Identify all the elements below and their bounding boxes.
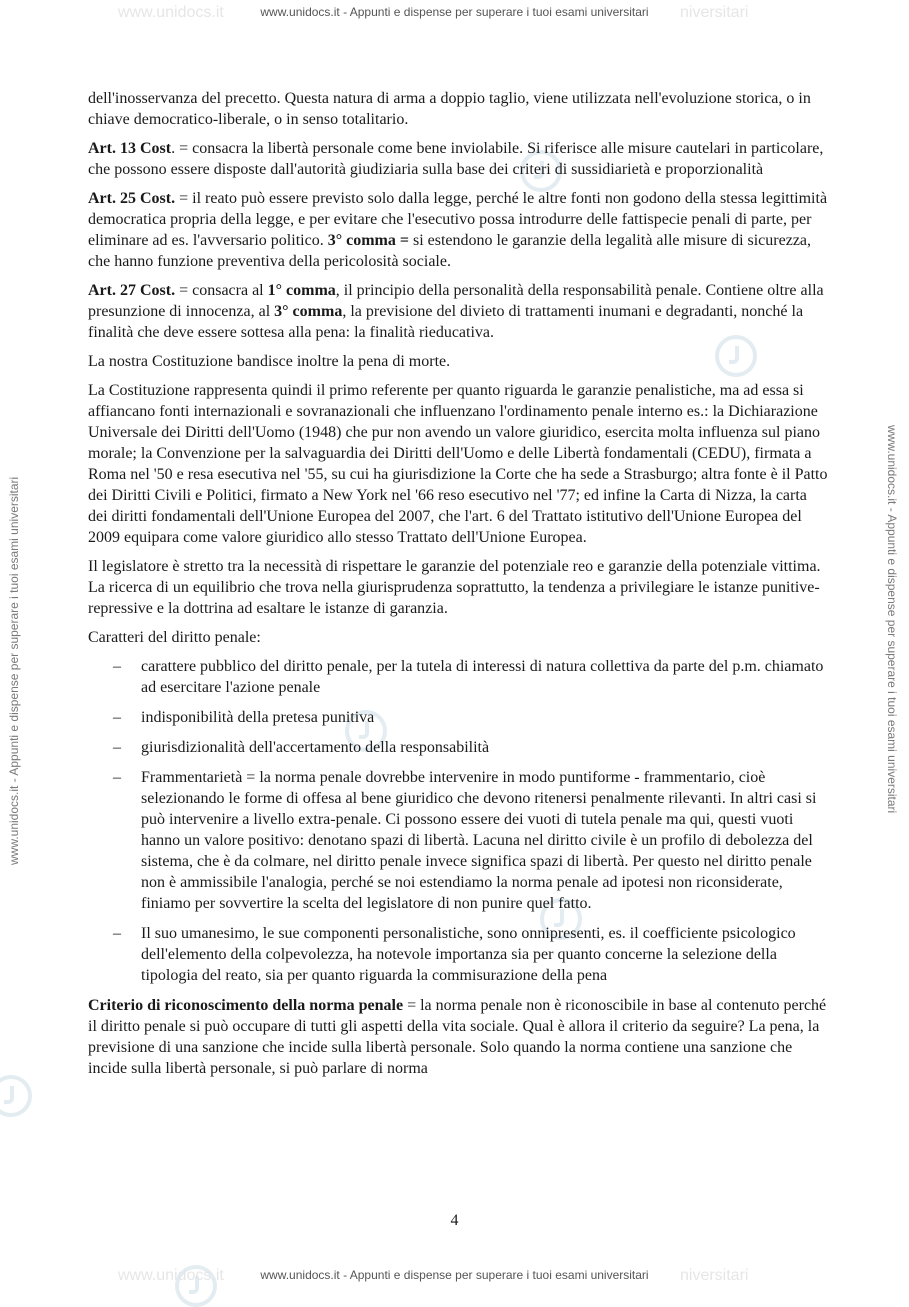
paragraph-art-27: Art. 27 Cost. = consacra al 1° comma, il principio della personalità della responsabilità penale. Contiene oltre alla presunzione di innocenza, al 3° comma, la previsione del divieto di trattamenti inumani e degradanti, nonché la finalità che deve essere sottesa alla pena: la finalità rieducativa. [88,282,824,341]
ghost-watermark: www.unidocs.it [118,4,224,21]
list-item: – Il suo umanesimo, le sue componenti personalistiche, sono onnipresenti, es. il coefficiente psicologico dell'elemento della colpevolezza, ha notevole importanza sia per quanto concerne la selezione della tipologia del reato, sia per quanto riguarda la commisurazione della pena [113,925,796,984]
dash-marker: – [113,658,121,675]
paragraph: Il legislatore è stretto tra la necessità di rispettare le garanzie del potenziale reo e garanzie della potenziale vittima. La ricerca di un equilibrio che trova nella giurisprudenza soprattutto, la tendenza a privilegiare le istanze punitive-repressive e la dottrina ad esaltare le istanze di garanzia. [88,558,821,617]
section-label: Criterio di riconoscimento della norma penale [88,997,404,1014]
characteristics-list [88,656,828,986]
paragraph: dell'inosservanza del precetto. Questa natura di arma a doppio taglio, viene utilizzata nell'evoluzione storica, o in chiave democratico-liberale, o in senso totalitario. [88,90,811,128]
header-watermark: www.unidocs.it - Appunti e dispense per superare i tuoi esami universitari [260,5,649,19]
paragraph-art-25: Art. 25 Cost. = il reato può essere previsto solo dalla legge, perché le altre fonti non godono della stessa legittimità democratica propria della legge, e per evitare che l'esecutivo possa introdurre delle fattispecie penali di parte, per eliminare ad es. l'avversario politico. 3° comma = si estendono le garanzie della legalità alle misure di sicurezza, che hanno funzione preventiva della pericolosità sociale. [88,190,828,270]
ghost-watermark: niversitari [680,4,749,21]
comma-label: 3° comma [274,303,343,320]
article-label: Art. 13 Cost [88,140,172,157]
side-watermark-left: www.unidocs.it - Appunti e dispense per superare i tuoi esami universitari [7,476,21,865]
paragraph-criterio: Criterio di riconoscimento della norma penale = la norma penale non è riconoscibile in base al contenuto perché il diritto penale si può occupare di tutti gli aspetti della vita sociale. Qual è allora il criterio da seguire? La pena, la previsione di una sanzione che incide sulla libertà personale. Solo quando la norma contiene una sanzione che incide sulla libertà personale, si può parlare di norma [88,997,827,1077]
comma-label: 1° comma [267,282,336,299]
list-intro: Caratteri del diritto penale: [88,629,261,646]
paragraph: La Costituzione rappresenta quindi il primo referente per quanto riguarda le garanzie penalistiche, ma ad essa si affiancano fonti internazionali e sovranazionali che influenzano l'ordinamento penale interno es.: la Dichiarazione Universale dei Diritti dell'Uomo (1948) che pur non avendo un valore giuridico, esercita molta influenza sul piano morale; la Convenzione per la salvaguardia dei Diritti dell'Uomo e delle Libertà fondamentali (CEDU), firmata a Roma nel '50 e resa esecutiva nel '55, su cui ha giurisdizione la Corte che ha sede a Strasburgo; altra fonte è il Patto dei Diritti Civili e Politici, firmato a New York nel '66 reso esecutivo nel '77; ed infine la Carta di Nizza, la carta dei diritti fondamentali dell'Unione Europea del 2007, che l'art. 6 del Trattato istitutivo dell'Unione Europea del 2009 equipara come valore giuridico allo stesso Trattato dell'Unione Europea. [88,382,828,546]
ghost-watermark: www.unidocs.it [118,1267,224,1284]
ghost-watermark: niversitari [680,1267,749,1284]
dash-marker: – [113,769,121,786]
paragraph-art-13: Art. 13 Cost. = consacra la libertà personale come bene inviolabile. Si riferisce alle misure cautelari in particolare, che possono essere disposte dall'autorità giudiziaria sulla base dei criteri di sussidiarietà e proporzionalità [88,140,824,178]
article-label: Art. 25 Cost. [88,190,176,207]
side-watermark-right: www.unidocs.it - Appunti e dispense per superare i tuoi esami universitari [885,425,899,814]
list-item: – indisponibilità della pretesa punitiva [113,709,375,726]
dash-marker: – [113,709,121,726]
dash-marker: – [113,925,121,942]
article-label: Art. 27 Cost. [88,282,176,299]
dash-marker: – [113,739,121,756]
page-body [88,88,828,1087]
list-item: – Frammentarietà = la norma penale dovrebbe intervenire in modo puntiforme - frammentario, cioè selezionando le forme di offesa al bene giuridico che devono ritenersi penalmente rilevanti. In altri casi si può intervenire a livello extra-penale. Ci possono essere dei vuoti di tutela penale ma qui, questi vuoti hanno un valore positivo: denotano spazi di libertà. Lacuna nel diritto civile è un profilo di debolezza del sistema, che è da colmare, nel diritto penale invece significa spazi di libertà. Per questo nel diritto penale non è ammissibile l'analogia, perché se noi estendiamo la norma penale ad ipotesi non riconsiderate, finiamo per sovvertire la scelta del legislatore di non punire quel fatto. [113,769,817,912]
unidocs-logo-watermark [0,1075,32,1117]
comma-label: 3° comma = [327,232,409,249]
list-item: – giurisdizionalità dell'accertamento della responsabilità [113,739,490,756]
page-number: 4 [450,1212,459,1229]
footer-watermark: www.unidocs.it - Appunti e dispense per superare i tuoi esami universitari [260,1268,649,1282]
paragraph: La nostra Costituzione bandisce inoltre la pena di morte. [88,353,451,370]
list-item: – carattere pubblico del diritto penale, per la tutela di interessi di natura collettiva da parte del p.m. chiamato ad esercitare l'azione penale [113,658,824,696]
